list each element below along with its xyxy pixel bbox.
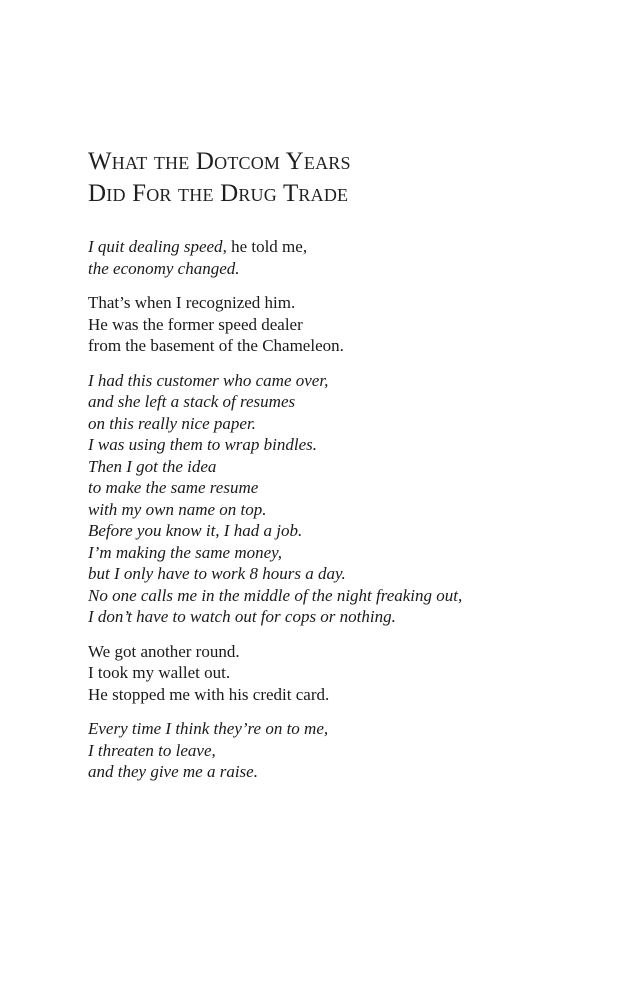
stanza-3 <box>88 370 588 628</box>
poem-line: He was the former speed dealer <box>88 314 303 334</box>
italic-phrase: I quit dealing speed <box>88 237 223 256</box>
stanza-5 <box>88 718 588 783</box>
poem-line: but I only have to work 8 hours a day. <box>88 564 346 583</box>
poem-line: Every time I think they’re on to me, <box>88 719 329 738</box>
poem-line: I threaten to leave, <box>88 740 216 760</box>
poem-line <box>88 236 588 258</box>
poem-line: I had this customer who came over, <box>88 370 329 390</box>
poem-line: with my own name on top. <box>88 499 267 519</box>
poem-line: I don’t have to watch out for cops or nothing. <box>88 607 396 626</box>
poem-line: I’m making the same money, <box>88 542 283 562</box>
poem-line: That’s when I recognized him. <box>88 293 296 312</box>
poem-line: I was using them to wrap bindles. <box>88 435 318 454</box>
poem-line: We got another round. <box>88 641 240 661</box>
poem-line: and she left a stack of resumes <box>88 392 296 411</box>
poem-line: and they give me a raise. <box>88 762 258 781</box>
poem-line: on this really nice paper. <box>88 413 256 433</box>
poem-line: Before you know it, I had a job. <box>88 521 303 540</box>
poem-line: He stopped me with his credit card. <box>88 684 330 704</box>
stanza-4 <box>88 641 588 706</box>
poem-line: from the basement of the Chameleon. <box>88 336 344 355</box>
stanza-2 <box>88 292 588 357</box>
poem-line: No one calls me in the middle of the night freaking out, <box>88 585 463 605</box>
title-line-1: What the Dotcom Years <box>88 148 351 175</box>
poem-line: Then I got the idea <box>88 456 217 476</box>
poem-line: the economy changed. <box>88 258 240 278</box>
title-line-2: Did For the Drug Trade <box>88 180 349 207</box>
poem-page <box>88 146 588 796</box>
stanza-1 <box>88 236 588 279</box>
poem-line: I took my wallet out. <box>88 663 231 682</box>
poem-line: to make the same resume <box>88 478 259 497</box>
roman-phrase: , he told me, <box>222 237 308 256</box>
poem-title <box>88 146 588 210</box>
